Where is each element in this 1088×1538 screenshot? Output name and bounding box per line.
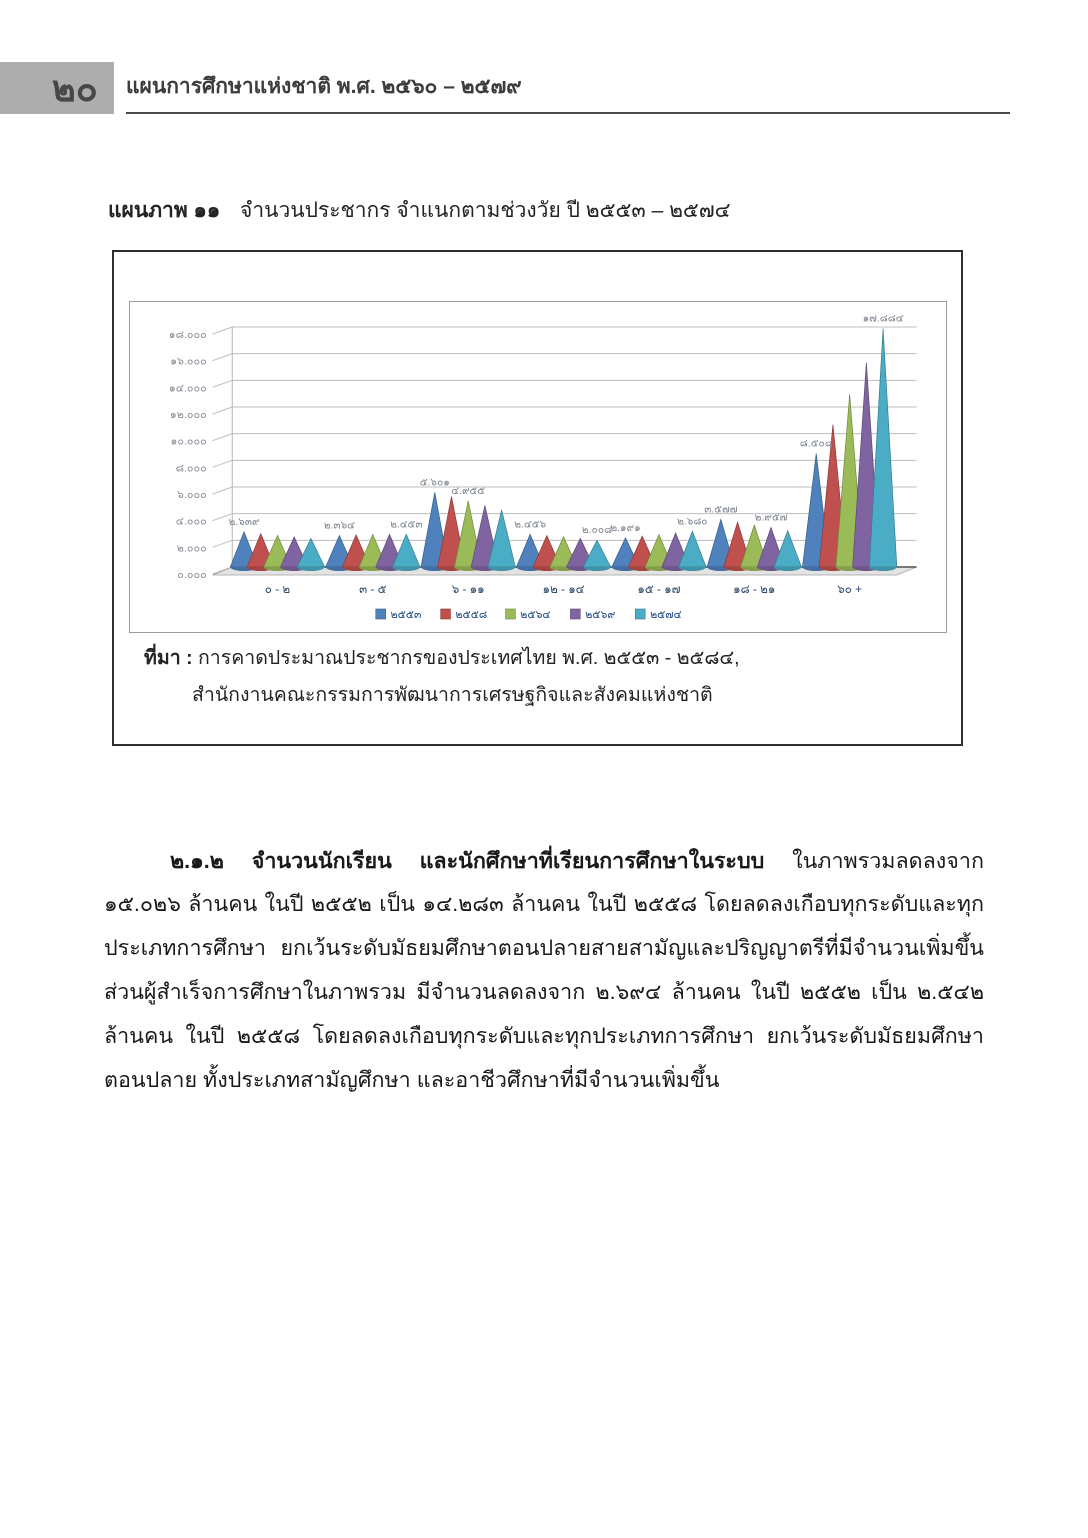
figure-caption bbox=[108, 194, 731, 227]
y-tick-label: ๑๔.๐๐๐ bbox=[168, 382, 207, 395]
data-label: ๔.๙๕๕ bbox=[451, 485, 486, 497]
section-text: ในภาพรวมลดลงจาก ๑๕.๐๒๖ ล้านคน ในปี ๒๕๕๒ เป็น ๑๔.๒๘๓ ล้านคน ในปี ๒๕๕๘ โดยลดลงเกือบทุกระดับและทุกประเภทการศึกษา ยกเว้นระดับมัธยมศึกษาตอนปลายสายสามัญและปริญญาตรีที่มีจำนวนเพิ่มขึ้น ส่วนผู้สำเร็จการศึกษาในภาพรวม มีจำนวนลดลงจาก ๒.๖๙๔ ล้านคน ในปี ๒๕๕๒ เป็น ๒.๕๔๒ ล้านคน ในปี ๒๕๕๘ โดยลดลงเกือบทุกระดับและทุกประเภทการศึกษา ยกเว้นระดับมัธยมศึกษาตอนปลาย ทั้งประเภทสามัญศึกษา และอาชีวศึกษาที่มีจำนวนเพิ่มขึ้น bbox=[104, 848, 984, 1092]
data-label: ๒.๖๘๐ bbox=[677, 516, 708, 528]
data-label: ๘.๕๐๘ bbox=[799, 438, 833, 450]
gridline bbox=[213, 407, 917, 414]
header-title-wrap bbox=[126, 70, 1010, 114]
y-tick-label: ๑๒.๐๐๐ bbox=[169, 408, 207, 422]
y-tick-label: ๖.๐๐๐ bbox=[177, 488, 207, 502]
data-label: ๕.๖๐๑ bbox=[419, 477, 450, 489]
data-label: ๒.๔๕๓ bbox=[390, 519, 423, 531]
y-tick-label: ๘.๐๐๐ bbox=[175, 462, 207, 475]
data-label: ๒.๓๖๔ bbox=[323, 520, 355, 532]
gridline bbox=[213, 460, 917, 467]
cone bbox=[869, 329, 897, 567]
header-rule bbox=[126, 112, 1010, 114]
data-label: ๓.๕๗๗ bbox=[704, 504, 738, 516]
y-tick-label: ๒.๐๐๐ bbox=[176, 542, 207, 555]
gridline bbox=[213, 487, 917, 494]
x-category-label: ๖ - ๑๑ bbox=[451, 581, 485, 597]
x-category-label: ๑๒ - ๑๔ bbox=[542, 581, 585, 597]
source-text-1: การคาดประมาณประชากรของประเทศไทย พ.ศ. ๒๕๕๓ - ๒๕๘๔, bbox=[198, 647, 740, 669]
data-label: ๒.๖๓๙ bbox=[228, 516, 260, 528]
y-tick-label: ๑๘.๐๐๐ bbox=[168, 328, 207, 342]
data-label: ๒.๑๙๑ bbox=[610, 522, 641, 534]
figure-box bbox=[112, 250, 963, 746]
x-category-label: ๓ - ๕ bbox=[359, 581, 387, 597]
legend-swatch bbox=[570, 609, 580, 619]
chart-frame bbox=[129, 301, 947, 633]
gridline bbox=[213, 354, 917, 361]
legend-label: ๒๕๖๙ bbox=[585, 608, 616, 622]
section-heading: ๒.๑.๒ จำนวนนักเรียน และนักศึกษาที่เรียนการศึกษาในระบบ bbox=[170, 848, 765, 873]
x-category-label: ๖๐ + bbox=[837, 581, 863, 597]
legend-swatch bbox=[441, 609, 451, 619]
source-note bbox=[144, 640, 740, 715]
legend-label: ๒๕๖๔ bbox=[520, 608, 551, 622]
source-line-1 bbox=[144, 640, 740, 677]
x-category-label: ๑๕ - ๑๗ bbox=[637, 581, 681, 597]
data-label: ๑๗.๘๘๔ bbox=[862, 313, 904, 325]
legend-swatch bbox=[376, 609, 386, 619]
data-label: ๒.๙๕๗ bbox=[754, 512, 788, 524]
page-number: ๒๐ bbox=[52, 68, 98, 109]
header-title: แผนการศึกษาแห่งชาติ พ.ศ. ๒๕๖๐ – ๒๕๗๙ bbox=[126, 75, 522, 98]
y-tick-label: ๑๐.๐๐๐ bbox=[170, 435, 207, 448]
gridline bbox=[213, 380, 917, 387]
source-label: ที่มา : bbox=[144, 647, 193, 669]
x-category-label: ๐ - ๒ bbox=[264, 581, 291, 597]
cone bbox=[679, 531, 707, 567]
legend-label: ๒๕๕๓ bbox=[390, 608, 422, 622]
data-label: ๒.๔๕๖ bbox=[514, 519, 547, 531]
population-cone-chart bbox=[130, 302, 946, 632]
legend-swatch bbox=[635, 609, 645, 619]
figure-caption-label: แผนภาพ ๑๑ bbox=[108, 199, 221, 222]
page-number-tab bbox=[0, 62, 114, 114]
source-line-2: สำนักงานคณะกรรมการพัฒนาการเศรษฐกิจและสังคมแห่งชาติ bbox=[192, 684, 713, 707]
y-tick-label: ๐.๐๐๐ bbox=[177, 568, 207, 582]
gridline bbox=[213, 327, 917, 334]
x-category-label: ๑๘ - ๒๑ bbox=[733, 581, 776, 597]
legend-label: ๒๕๕๘ bbox=[455, 608, 488, 622]
figure-caption-text: จำนวนประชากร จำแนกตามช่วงวัย ปี ๒๕๕๓ – ๒๕๗๔ bbox=[240, 199, 731, 222]
data-label: ๒.๐๐๘ bbox=[581, 525, 613, 537]
y-tick-label: ๑๖.๐๐๐ bbox=[170, 355, 207, 368]
legend-swatch bbox=[506, 609, 516, 619]
legend-label: ๒๕๗๔ bbox=[650, 608, 682, 622]
body-paragraph bbox=[104, 840, 984, 1103]
y-tick-label: ๔.๐๐๐ bbox=[175, 515, 207, 528]
